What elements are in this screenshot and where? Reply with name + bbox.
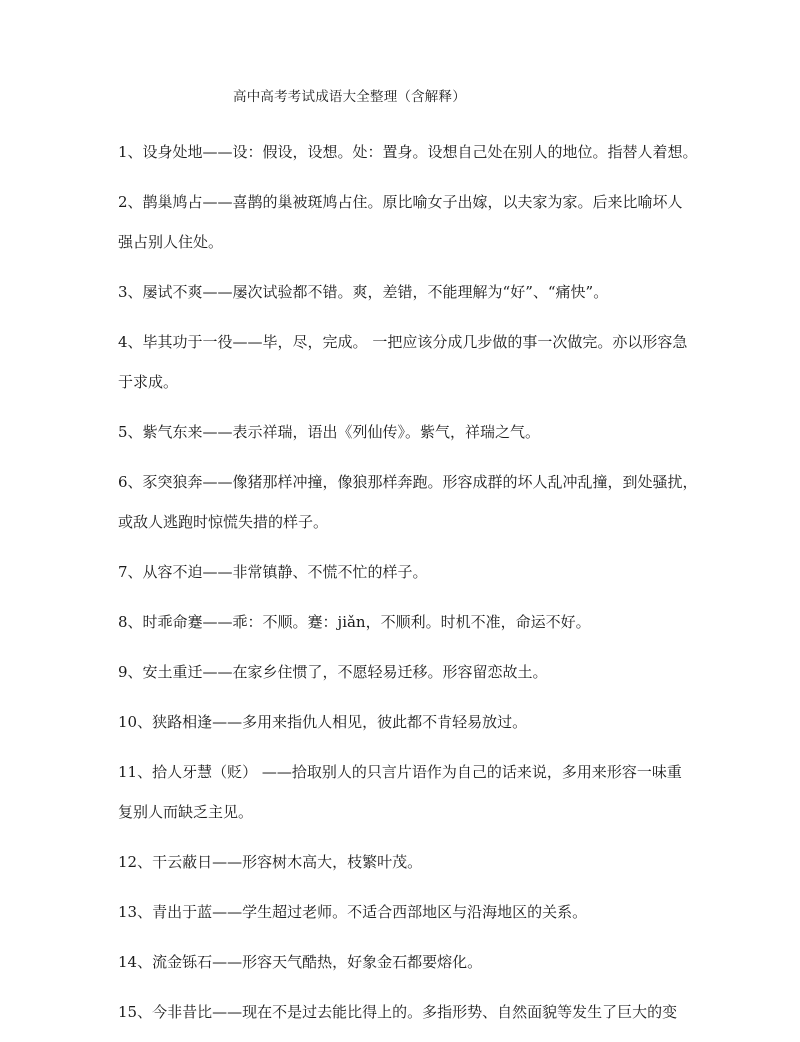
idiom-entry — [118, 892, 693, 932]
idiom-entry — [118, 132, 698, 172]
idiom-entry-line: 7、从容不迫——非常镇静、不慌不忙的样子。 — [118, 563, 428, 581]
idiom-entry — [118, 992, 693, 1032]
idiom-entry-line: 3、屡试不爽——屡次试验都不错。爽，差错，不能理解为“好”、“痛快”。 — [118, 283, 609, 301]
idiom-entry-line: 复别人而缺乏主见。 — [118, 803, 254, 821]
idiom-entry — [118, 942, 693, 982]
idiom-entry-line: 2、鹊巢鸠占——喜鹊的巢被斑鸠占住。原比喻女子出嫁，以夫家为家。后来比喻坏人 — [118, 193, 683, 211]
idiom-entry — [118, 322, 693, 402]
idiom-entry — [118, 602, 693, 642]
idiom-entry — [118, 412, 693, 452]
idiom-entry — [118, 462, 698, 542]
document-title: 高中高考考试成语大全整理（含解释） — [233, 89, 466, 105]
idiom-entry-line: 6、豕突狼奔——像猪那样冲撞，像狼那样奔跑。形容成群的坏人乱冲乱撞，到处骚扰， — [118, 473, 698, 491]
idiom-entry-line: 15、今非昔比——现在不是过去能比得上的。多指形势、自然面貌等发生了巨大的变 — [118, 1003, 678, 1021]
idiom-entry-line: 10、狭路相逢——多用来指仇人相见，彼此都不肯轻易放过。 — [118, 713, 528, 731]
idiom-entry-line: 12、干云蔽日——形容树木高大，枝繁叶茂。 — [118, 853, 423, 871]
idiom-entry-line: 13、青出于蓝——学生超过老师。不适合西部地区与沿海地区的关系。 — [118, 903, 588, 921]
idiom-entry — [118, 652, 693, 692]
idiom-list — [118, 132, 698, 1042]
idiom-entry-line: 4、毕其功于一役——毕，尽，完成。 一把应该分成几步做的事一次做完。亦以形容急 — [118, 333, 688, 351]
idiom-entry-line: 11、拾人牙慧（贬） ——拾取别人的只言片语作为自己的话来说，多用来形容一味重 — [118, 763, 682, 781]
idiom-entry — [118, 182, 693, 262]
idiom-entry — [118, 552, 693, 592]
idiom-entry-line: 1、设身处地——设：假设，设想。处：置身。设想自己处在别人的地位。指替人着想。 — [118, 143, 698, 161]
idiom-entry — [118, 842, 693, 882]
idiom-entry — [118, 272, 693, 312]
idiom-entry-line: 强占别人住处。 — [118, 233, 224, 251]
idiom-entry-line: 8、时乖命蹇——乖：不顺。蹇：jiǎn，不顺利。时机不准，命运不好。 — [118, 613, 591, 631]
idiom-entry — [118, 752, 693, 832]
idiom-entry-line: 9、安土重迁——在家乡住惯了，不愿轻易迁移。形容留恋故土。 — [118, 663, 548, 681]
idiom-entry — [118, 702, 693, 742]
idiom-entry-line: 或敌人逃跑时惊慌失措的样子。 — [118, 513, 329, 531]
idiom-entry-line: 于求成。 — [118, 373, 179, 391]
idiom-entry-line: 14、流金铄石——形容天气酷热，好象金石都要熔化。 — [118, 953, 483, 971]
idiom-entry-line: 5、紫气东来——表示祥瑞，语出《列仙传》。紫气，祥瑞之气。 — [118, 423, 541, 441]
